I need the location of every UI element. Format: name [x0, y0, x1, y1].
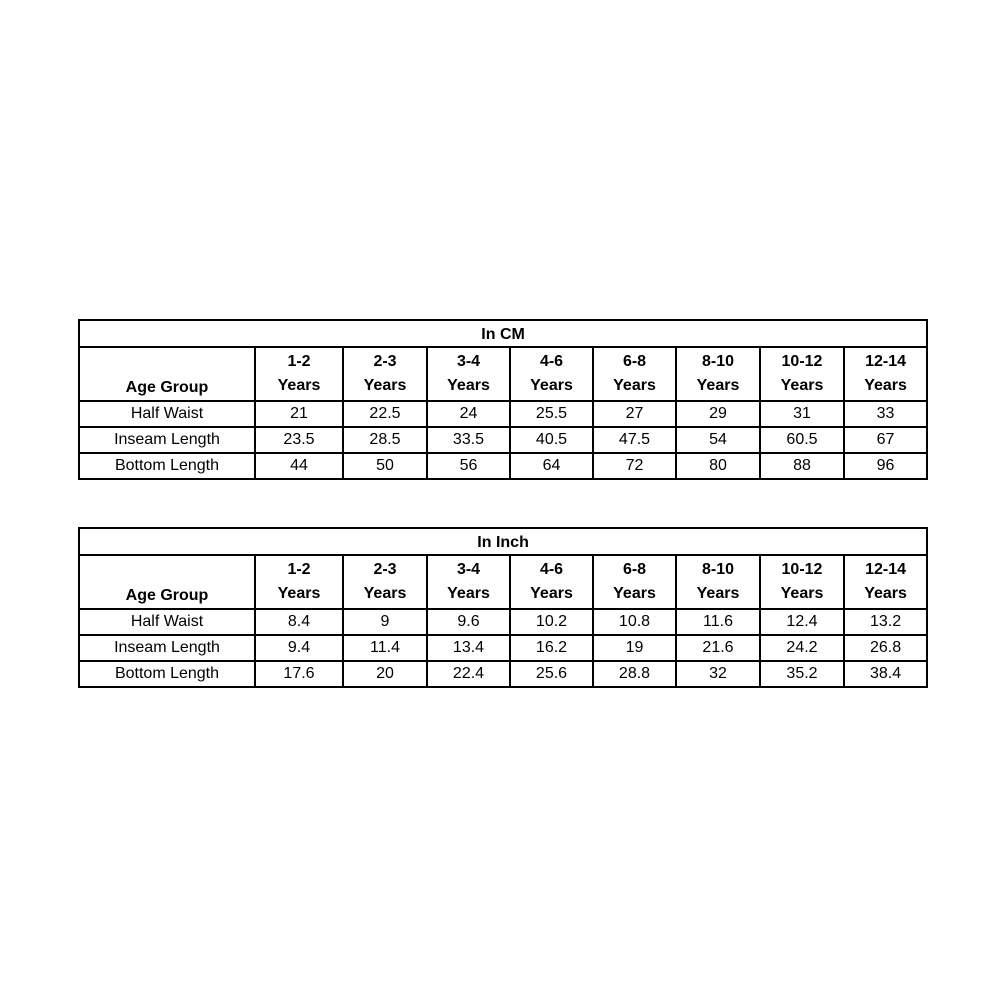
row-label: Half Waist	[79, 609, 255, 635]
table-row	[79, 609, 927, 635]
column-header: 10-12 Years	[760, 555, 844, 609]
column-header: 3-4 Years	[427, 555, 510, 609]
table-cell: 24	[427, 401, 510, 427]
table-cell: 10.8	[593, 609, 676, 635]
table-cell: 80	[676, 453, 760, 479]
table-cell: 22.4	[427, 661, 510, 687]
column-header: 12-14 Years	[844, 347, 927, 401]
table-cell: 28.8	[593, 661, 676, 687]
table-cell: 56	[427, 453, 510, 479]
table-cell: 16.2	[510, 635, 593, 661]
row-label: Inseam Length	[79, 635, 255, 661]
table-cell: 24.2	[760, 635, 844, 661]
table-cell: 31	[760, 401, 844, 427]
table-cell: 33.5	[427, 427, 510, 453]
column-header: 4-6 Years	[510, 347, 593, 401]
table-cell: 9.4	[255, 635, 343, 661]
age-group-label: Age Group	[79, 555, 255, 609]
table-cell: 21.6	[676, 635, 760, 661]
column-header-row	[79, 347, 927, 401]
table-cell: 60.5	[760, 427, 844, 453]
table-cell: 26.8	[844, 635, 927, 661]
row-label: Bottom Length	[79, 661, 255, 687]
column-header: 1-2 Years	[255, 555, 343, 609]
size-table-cm	[78, 319, 928, 480]
column-header-row	[79, 555, 927, 609]
table-cell: 40.5	[510, 427, 593, 453]
table-cell: 9.6	[427, 609, 510, 635]
table-cell: 33	[844, 401, 927, 427]
table-title-row	[79, 528, 927, 555]
table-cell: 67	[844, 427, 927, 453]
table-row	[79, 453, 927, 479]
table-cell: 21	[255, 401, 343, 427]
table-cell: 12.4	[760, 609, 844, 635]
column-header: 4-6 Years	[510, 555, 593, 609]
age-group-label: Age Group	[79, 347, 255, 401]
row-label: Half Waist	[79, 401, 255, 427]
column-header: 6-8 Years	[593, 555, 676, 609]
table-title: In Inch	[79, 528, 927, 555]
table-cell: 13.4	[427, 635, 510, 661]
table-row	[79, 661, 927, 687]
table-cell: 25.6	[510, 661, 593, 687]
table-cell: 11.4	[343, 635, 427, 661]
table-cell: 38.4	[844, 661, 927, 687]
table-cell: 22.5	[343, 401, 427, 427]
column-header: 6-8 Years	[593, 347, 676, 401]
table-cell: 29	[676, 401, 760, 427]
column-header: 8-10 Years	[676, 347, 760, 401]
table-cell: 44	[255, 453, 343, 479]
table-row	[79, 401, 927, 427]
table-cell: 10.2	[510, 609, 593, 635]
column-header: 2-3 Years	[343, 347, 427, 401]
table-cell: 28.5	[343, 427, 427, 453]
table-cell: 20	[343, 661, 427, 687]
column-header: 10-12 Years	[760, 347, 844, 401]
table-cell: 35.2	[760, 661, 844, 687]
table-cell: 8.4	[255, 609, 343, 635]
table-row	[79, 635, 927, 661]
size-table-inch	[78, 527, 928, 688]
table-cell: 96	[844, 453, 927, 479]
table-cell: 47.5	[593, 427, 676, 453]
table-cell: 17.6	[255, 661, 343, 687]
table-cell: 64	[510, 453, 593, 479]
table-row	[79, 427, 927, 453]
table-cell: 72	[593, 453, 676, 479]
table-cell: 9	[343, 609, 427, 635]
table-title: In CM	[79, 320, 927, 347]
column-header: 1-2 Years	[255, 347, 343, 401]
table-cell: 88	[760, 453, 844, 479]
table-cell: 13.2	[844, 609, 927, 635]
row-label: Inseam Length	[79, 427, 255, 453]
table-cell: 32	[676, 661, 760, 687]
column-header: 3-4 Years	[427, 347, 510, 401]
table-title-row	[79, 320, 927, 347]
table-cell: 50	[343, 453, 427, 479]
column-header: 12-14 Years	[844, 555, 927, 609]
column-header: 2-3 Years	[343, 555, 427, 609]
column-header: 8-10 Years	[676, 555, 760, 609]
table-cell: 54	[676, 427, 760, 453]
table-cell: 11.6	[676, 609, 760, 635]
table-cell: 27	[593, 401, 676, 427]
table-cell: 19	[593, 635, 676, 661]
table-cell: 25.5	[510, 401, 593, 427]
row-label: Bottom Length	[79, 453, 255, 479]
table-cell: 23.5	[255, 427, 343, 453]
